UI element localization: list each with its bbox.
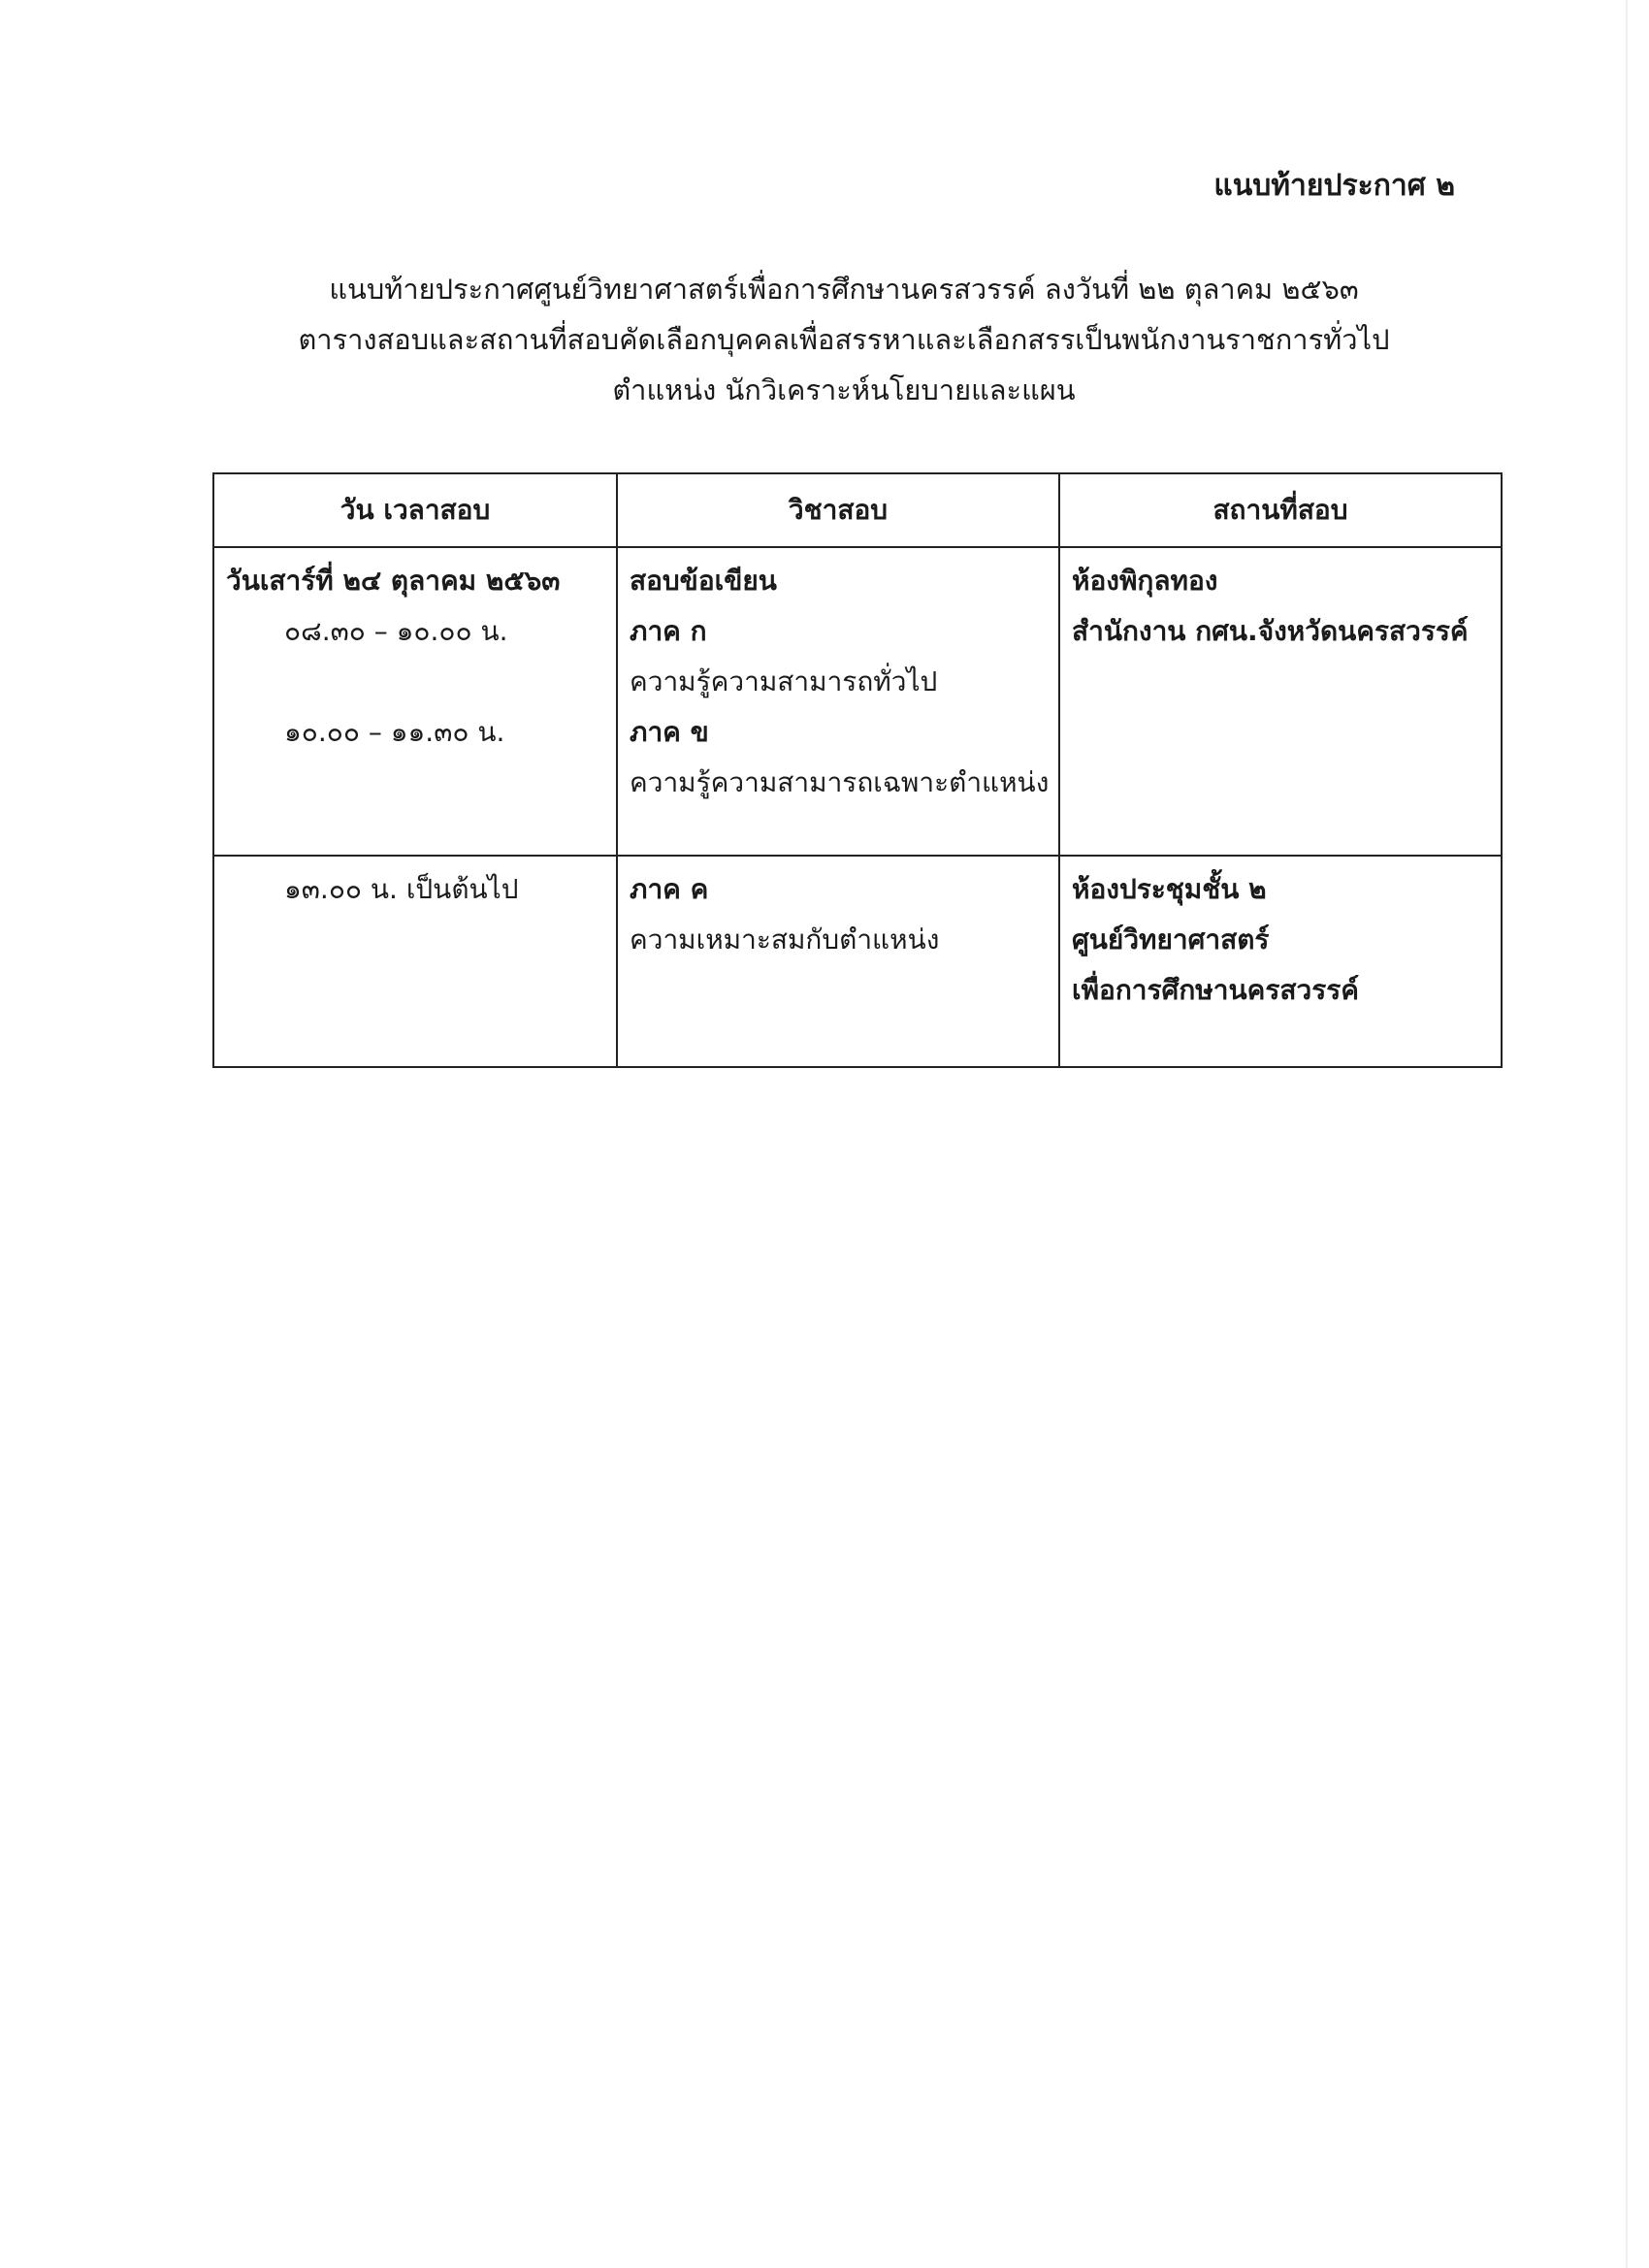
time-slot-3: ๑๓.๐๐ น. เป็นต้นไป	[284, 873, 519, 905]
table-header-row	[213, 473, 1502, 547]
time-slot-1: ๐๘.๓๐ – ๑๐.๐๐ น.	[284, 615, 508, 647]
annex-label: แนบท้ายประกาศ ๒	[1213, 169, 1455, 203]
venue-office-1: สำนักงาน กศน.จังหวัดนครสวรรค์	[1072, 615, 1469, 647]
exam-schedule-table	[212, 472, 1503, 1068]
part-a-description: ความรู้ความสามารถทั่วไป	[630, 665, 938, 697]
header-time: วัน เวลาสอบ	[213, 473, 617, 547]
part-a-label: ภาค ก	[630, 615, 707, 647]
header-subject: วิชาสอบ	[617, 473, 1059, 547]
table-row	[213, 547, 1502, 856]
row1-venue-cell	[1059, 547, 1502, 856]
document-heading	[0, 264, 1649, 415]
exam-date: วันเสาร์ที่ ๒๔ ตุลาคม ๒๕๖๓	[226, 565, 561, 597]
row2-time-cell	[213, 856, 617, 1067]
venue-office-2: ศูนย์วิทยาศาสตร์	[1072, 923, 1270, 956]
row2-subject-cell	[617, 856, 1059, 1067]
part-c-description: ความเหมาะสมกับตำแหน่ง	[630, 923, 940, 956]
row2-venue-cell	[1059, 856, 1502, 1067]
heading-line-3: ตำแหน่ง นักวิเคราะห์นโยบายและแผน	[612, 373, 1076, 406]
exam-type: สอบข้อเขียน	[630, 565, 777, 597]
row1-subject-cell	[617, 547, 1059, 856]
part-b-label: ภาค ข	[630, 716, 709, 748]
venue-room-2: ห้องประชุมชั้น ๒	[1072, 873, 1267, 905]
venue-room-1: ห้องพิกุลทอง	[1072, 565, 1218, 597]
time-slot-2: ๑๐.๐๐ – ๑๑.๓๐ น.	[284, 716, 505, 748]
heading-line-1: แนบท้ายประกาศศูนย์วิทยาศาสตร์เพื่อการศึกษานครสวรรค์ ลงวันที่ ๒๒ ตุลาคม ๒๕๖๓	[329, 273, 1359, 306]
venue-office-3: เพื่อการศึกษานครสวรรค์	[1072, 974, 1359, 1006]
header-venue: สถานที่สอบ	[1059, 473, 1502, 547]
part-b-description: ความรู้ความสามารถเฉพาะตำแหน่ง	[630, 766, 1050, 798]
row1-time-cell	[213, 547, 617, 856]
part-c-label: ภาค ค	[630, 873, 709, 905]
heading-line-2: ตารางสอบและสถานที่สอบคัดเลือกบุคคลเพื่อสรรหาและเลือกสรรเป็นพนักงานราชการทั่วไป	[298, 323, 1390, 356]
table-row	[213, 856, 1502, 1067]
